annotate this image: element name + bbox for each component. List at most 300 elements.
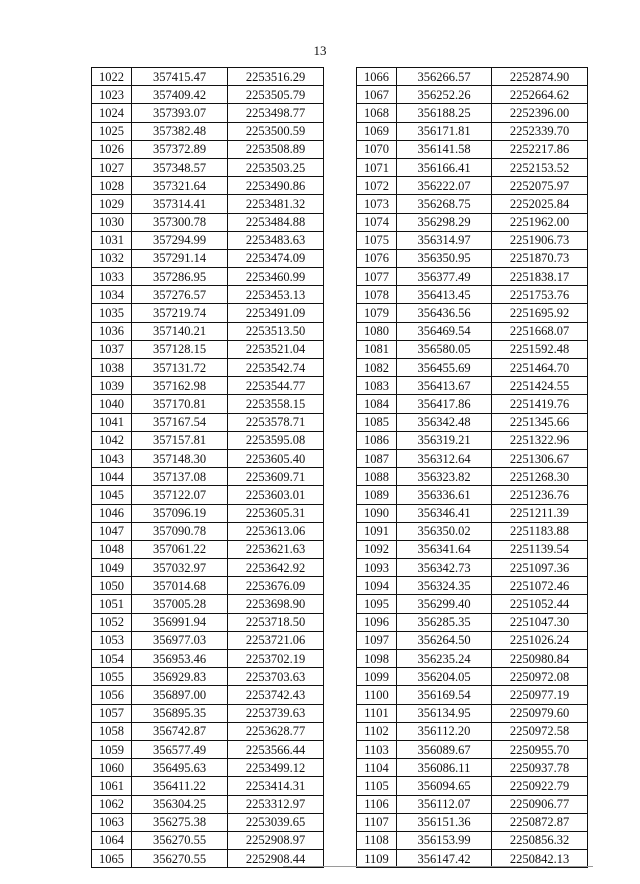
table-row xyxy=(92,449,324,467)
table-row xyxy=(357,740,588,758)
point-number-cell: 1096 xyxy=(357,613,397,631)
table-row xyxy=(92,777,324,795)
table-row xyxy=(357,213,588,231)
table-row xyxy=(92,231,324,249)
y-coordinate-cell: 2250977.19 xyxy=(492,686,588,704)
table-row xyxy=(92,468,324,486)
x-coordinate-cell: 357096.19 xyxy=(132,504,228,522)
x-coordinate-cell: 357137.08 xyxy=(132,468,228,486)
table-row xyxy=(92,686,324,704)
table-row xyxy=(357,595,588,613)
y-coordinate-cell: 2252339.70 xyxy=(492,122,588,140)
x-coordinate-cell: 356342.73 xyxy=(397,559,492,577)
point-number-cell: 1064 xyxy=(92,831,132,849)
point-number-cell: 1035 xyxy=(92,304,132,322)
x-coordinate-cell: 356977.03 xyxy=(132,631,228,649)
y-coordinate-cell: 2253544.77 xyxy=(228,377,324,395)
table-row xyxy=(357,722,588,740)
y-coordinate-cell: 2253702.19 xyxy=(228,650,324,668)
table-row xyxy=(357,704,588,722)
point-number-cell: 1085 xyxy=(357,413,397,431)
point-number-cell: 1104 xyxy=(357,759,397,777)
x-coordinate-cell: 356469.54 xyxy=(397,322,492,340)
y-coordinate-cell: 2252153.52 xyxy=(492,158,588,176)
point-number-cell: 1090 xyxy=(357,504,397,522)
point-number-cell: 1067 xyxy=(357,86,397,104)
y-coordinate-cell: 2251211.39 xyxy=(492,504,588,522)
y-coordinate-cell: 2253484.88 xyxy=(228,213,324,231)
y-coordinate-cell: 2253516.29 xyxy=(228,68,324,86)
y-coordinate-cell: 2253505.79 xyxy=(228,86,324,104)
y-coordinate-cell: 2251668.07 xyxy=(492,322,588,340)
x-coordinate-cell: 356323.82 xyxy=(397,468,492,486)
point-number-cell: 1106 xyxy=(357,795,397,813)
point-number-cell: 1044 xyxy=(92,468,132,486)
table-row xyxy=(92,650,324,668)
table-row xyxy=(357,377,588,395)
point-number-cell: 1030 xyxy=(92,213,132,231)
table-row xyxy=(357,268,588,286)
table-row xyxy=(92,668,324,686)
table-row xyxy=(92,522,324,540)
table-row xyxy=(357,559,588,577)
y-coordinate-cell: 2253698.90 xyxy=(228,595,324,613)
point-number-cell: 1041 xyxy=(92,413,132,431)
point-number-cell: 1093 xyxy=(357,559,397,577)
point-number-cell: 1047 xyxy=(92,522,132,540)
point-number-cell: 1069 xyxy=(357,122,397,140)
y-coordinate-cell: 2253676.09 xyxy=(228,577,324,595)
table-row xyxy=(92,486,324,504)
table-row xyxy=(92,359,324,377)
y-coordinate-cell: 2253312.97 xyxy=(228,795,324,813)
table-row xyxy=(92,213,324,231)
y-coordinate-cell: 2253566.44 xyxy=(228,740,324,758)
x-coordinate-cell: 356341.64 xyxy=(397,540,492,558)
table-row xyxy=(357,195,588,213)
y-coordinate-cell: 2253490.86 xyxy=(228,177,324,195)
table-row xyxy=(92,759,324,777)
point-number-cell: 1062 xyxy=(92,795,132,813)
table-row xyxy=(357,413,588,431)
y-coordinate-cell: 2251047.30 xyxy=(492,613,588,631)
x-coordinate-cell: 356319.21 xyxy=(397,431,492,449)
x-coordinate-cell: 357167.54 xyxy=(132,413,228,431)
x-coordinate-cell: 356112.20 xyxy=(397,722,492,740)
y-coordinate-cell: 2251072.46 xyxy=(492,577,588,595)
point-number-cell: 1060 xyxy=(92,759,132,777)
table-row xyxy=(357,468,588,486)
x-coordinate-cell: 356086.11 xyxy=(397,759,492,777)
x-coordinate-cell: 356235.24 xyxy=(397,650,492,668)
x-coordinate-cell: 356312.64 xyxy=(397,449,492,467)
table-row xyxy=(357,449,588,467)
point-number-cell: 1052 xyxy=(92,613,132,631)
x-coordinate-cell: 357131.72 xyxy=(132,359,228,377)
point-number-cell: 1071 xyxy=(357,158,397,176)
x-coordinate-cell: 356141.58 xyxy=(397,140,492,158)
y-coordinate-cell: 2253558.15 xyxy=(228,395,324,413)
y-coordinate-cell: 2253742.43 xyxy=(228,686,324,704)
coordinates-table-right xyxy=(356,67,588,868)
point-number-cell: 1053 xyxy=(92,631,132,649)
x-coordinate-cell: 356413.45 xyxy=(397,286,492,304)
point-number-cell: 1078 xyxy=(357,286,397,304)
y-coordinate-cell: 2253491.09 xyxy=(228,304,324,322)
table-row xyxy=(357,86,588,104)
x-coordinate-cell: 356252.26 xyxy=(397,86,492,104)
table-row xyxy=(357,359,588,377)
point-number-cell: 1066 xyxy=(357,68,397,86)
table-row xyxy=(357,631,588,649)
table-row xyxy=(92,304,324,322)
y-coordinate-cell: 2252025.84 xyxy=(492,195,588,213)
x-coordinate-cell: 357291.14 xyxy=(132,249,228,267)
y-coordinate-cell: 2251322.96 xyxy=(492,431,588,449)
x-coordinate-cell: 356264.50 xyxy=(397,631,492,649)
x-coordinate-cell: 357393.07 xyxy=(132,104,228,122)
point-number-cell: 1046 xyxy=(92,504,132,522)
x-coordinate-cell: 357148.30 xyxy=(132,449,228,467)
point-number-cell: 1042 xyxy=(92,431,132,449)
point-number-cell: 1026 xyxy=(92,140,132,158)
x-coordinate-cell: 357061.22 xyxy=(132,540,228,558)
y-coordinate-cell: 2250872.87 xyxy=(492,813,588,831)
point-number-cell: 1048 xyxy=(92,540,132,558)
x-coordinate-cell: 357294.99 xyxy=(132,231,228,249)
point-number-cell: 1059 xyxy=(92,740,132,758)
x-coordinate-cell: 356166.41 xyxy=(397,158,492,176)
table-body-right xyxy=(357,68,588,868)
point-number-cell: 1057 xyxy=(92,704,132,722)
y-coordinate-cell: 2251424.55 xyxy=(492,377,588,395)
y-coordinate-cell: 2253039.65 xyxy=(228,813,324,831)
point-number-cell: 1068 xyxy=(357,104,397,122)
x-coordinate-cell: 356204.05 xyxy=(397,668,492,686)
x-coordinate-cell: 356350.02 xyxy=(397,522,492,540)
point-number-cell: 1075 xyxy=(357,231,397,249)
table-row xyxy=(92,613,324,631)
x-coordinate-cell: 356953.46 xyxy=(132,650,228,668)
y-coordinate-cell: 2250972.08 xyxy=(492,668,588,686)
coordinates-table-left xyxy=(91,67,324,868)
x-coordinate-cell: 356336.61 xyxy=(397,486,492,504)
point-number-cell: 1056 xyxy=(92,686,132,704)
point-number-cell: 1065 xyxy=(92,850,132,868)
point-number-cell: 1024 xyxy=(92,104,132,122)
table-row xyxy=(92,86,324,104)
point-number-cell: 1074 xyxy=(357,213,397,231)
x-coordinate-cell: 357314.41 xyxy=(132,195,228,213)
x-coordinate-cell: 357286.95 xyxy=(132,268,228,286)
y-coordinate-cell: 2253542.74 xyxy=(228,359,324,377)
point-number-cell: 1086 xyxy=(357,431,397,449)
point-number-cell: 1084 xyxy=(357,395,397,413)
table-row xyxy=(92,559,324,577)
y-coordinate-cell: 2253703.63 xyxy=(228,668,324,686)
point-number-cell: 1077 xyxy=(357,268,397,286)
x-coordinate-cell: 356171.81 xyxy=(397,122,492,140)
table-row xyxy=(357,231,588,249)
y-coordinate-cell: 2251695.92 xyxy=(492,304,588,322)
table-row xyxy=(357,395,588,413)
point-number-cell: 1095 xyxy=(357,595,397,613)
point-number-cell: 1029 xyxy=(92,195,132,213)
table-row xyxy=(92,104,324,122)
x-coordinate-cell: 357276.57 xyxy=(132,286,228,304)
table-row xyxy=(357,140,588,158)
point-number-cell: 1034 xyxy=(92,286,132,304)
y-coordinate-cell: 2253453.13 xyxy=(228,286,324,304)
y-coordinate-cell: 2251464.70 xyxy=(492,359,588,377)
y-coordinate-cell: 2252217.86 xyxy=(492,140,588,158)
point-number-cell: 1087 xyxy=(357,449,397,467)
y-coordinate-cell: 2250922.79 xyxy=(492,777,588,795)
x-coordinate-cell: 356342.48 xyxy=(397,413,492,431)
table-row xyxy=(357,340,588,358)
point-number-cell: 1051 xyxy=(92,595,132,613)
point-number-cell: 1045 xyxy=(92,486,132,504)
footer-rule xyxy=(283,866,593,867)
point-number-cell: 1079 xyxy=(357,304,397,322)
x-coordinate-cell: 356413.67 xyxy=(397,377,492,395)
point-number-cell: 1080 xyxy=(357,322,397,340)
x-coordinate-cell: 356089.67 xyxy=(397,740,492,758)
x-coordinate-cell: 356411.22 xyxy=(132,777,228,795)
table-row xyxy=(357,831,588,849)
table-row xyxy=(92,140,324,158)
point-number-cell: 1103 xyxy=(357,740,397,758)
table-row xyxy=(357,431,588,449)
y-coordinate-cell: 2252664.62 xyxy=(492,86,588,104)
point-number-cell: 1054 xyxy=(92,650,132,668)
x-coordinate-cell: 356266.57 xyxy=(397,68,492,86)
y-coordinate-cell: 2253642.92 xyxy=(228,559,324,577)
y-coordinate-cell: 2253498.77 xyxy=(228,104,324,122)
x-coordinate-cell: 356929.83 xyxy=(132,668,228,686)
table-row xyxy=(92,286,324,304)
x-coordinate-cell: 356580.05 xyxy=(397,340,492,358)
table-row xyxy=(357,249,588,267)
x-coordinate-cell: 356188.25 xyxy=(397,104,492,122)
y-coordinate-cell: 2250979.60 xyxy=(492,704,588,722)
table-row xyxy=(92,249,324,267)
table-row xyxy=(357,158,588,176)
point-number-cell: 1033 xyxy=(92,268,132,286)
y-coordinate-cell: 2253500.59 xyxy=(228,122,324,140)
x-coordinate-cell: 356417.86 xyxy=(397,395,492,413)
y-coordinate-cell: 2252908.97 xyxy=(228,831,324,849)
x-coordinate-cell: 357300.78 xyxy=(132,213,228,231)
y-coordinate-cell: 2253609.71 xyxy=(228,468,324,486)
x-coordinate-cell: 357415.47 xyxy=(132,68,228,86)
point-number-cell: 1072 xyxy=(357,177,397,195)
y-coordinate-cell: 2251268.30 xyxy=(492,468,588,486)
point-number-cell: 1049 xyxy=(92,559,132,577)
point-number-cell: 1088 xyxy=(357,468,397,486)
x-coordinate-cell: 357321.64 xyxy=(132,177,228,195)
x-coordinate-cell: 356222.07 xyxy=(397,177,492,195)
y-coordinate-cell: 2253513.50 xyxy=(228,322,324,340)
x-coordinate-cell: 356346.41 xyxy=(397,504,492,522)
y-coordinate-cell: 2252075.97 xyxy=(492,177,588,195)
table-row xyxy=(92,740,324,758)
point-number-cell: 1092 xyxy=(357,540,397,558)
y-coordinate-cell: 2251345.66 xyxy=(492,413,588,431)
y-coordinate-cell: 2253605.40 xyxy=(228,449,324,467)
x-coordinate-cell: 356298.29 xyxy=(397,213,492,231)
y-coordinate-cell: 2251097.36 xyxy=(492,559,588,577)
y-coordinate-cell: 2250906.77 xyxy=(492,795,588,813)
y-coordinate-cell: 2253718.50 xyxy=(228,613,324,631)
point-number-cell: 1043 xyxy=(92,449,132,467)
page-number: 13 xyxy=(313,43,327,58)
point-number-cell: 1028 xyxy=(92,177,132,195)
y-coordinate-cell: 2251906.73 xyxy=(492,231,588,249)
point-number-cell: 1100 xyxy=(357,686,397,704)
x-coordinate-cell: 356991.94 xyxy=(132,613,228,631)
x-coordinate-cell: 357014.68 xyxy=(132,577,228,595)
y-coordinate-cell: 2253721.06 xyxy=(228,631,324,649)
y-coordinate-cell: 2250856.32 xyxy=(492,831,588,849)
point-number-cell: 1091 xyxy=(357,522,397,540)
point-number-cell: 1038 xyxy=(92,359,132,377)
table-row xyxy=(92,595,324,613)
point-number-cell: 1099 xyxy=(357,668,397,686)
table-row xyxy=(92,504,324,522)
table-row xyxy=(92,377,324,395)
y-coordinate-cell: 2250842.13 xyxy=(492,850,588,868)
point-number-cell: 1036 xyxy=(92,322,132,340)
table-row xyxy=(92,268,324,286)
x-coordinate-cell: 357382.48 xyxy=(132,122,228,140)
table-body-left xyxy=(92,68,324,868)
y-coordinate-cell: 2251838.17 xyxy=(492,268,588,286)
y-coordinate-cell: 2253628.77 xyxy=(228,722,324,740)
x-coordinate-cell: 356270.55 xyxy=(132,831,228,849)
x-coordinate-cell: 356147.42 xyxy=(397,850,492,868)
point-number-cell: 1063 xyxy=(92,813,132,831)
point-number-cell: 1061 xyxy=(92,777,132,795)
x-coordinate-cell: 357170.81 xyxy=(132,395,228,413)
table-row xyxy=(92,395,324,413)
y-coordinate-cell: 2253508.89 xyxy=(228,140,324,158)
table-row xyxy=(92,431,324,449)
y-coordinate-cell: 2251236.76 xyxy=(492,486,588,504)
point-number-cell: 1094 xyxy=(357,577,397,595)
table-row xyxy=(357,540,588,558)
point-number-cell: 1098 xyxy=(357,650,397,668)
y-coordinate-cell: 2253621.63 xyxy=(228,540,324,558)
table-row xyxy=(92,577,324,595)
table-row xyxy=(92,322,324,340)
x-coordinate-cell: 357219.74 xyxy=(132,304,228,322)
table-row xyxy=(92,195,324,213)
table-row xyxy=(92,158,324,176)
point-number-cell: 1101 xyxy=(357,704,397,722)
table-row xyxy=(92,631,324,649)
point-number-cell: 1105 xyxy=(357,777,397,795)
y-coordinate-cell: 2253613.06 xyxy=(228,522,324,540)
x-coordinate-cell: 356134.95 xyxy=(397,704,492,722)
point-number-cell: 1109 xyxy=(357,850,397,868)
y-coordinate-cell: 2253414.31 xyxy=(228,777,324,795)
table-row xyxy=(92,68,324,86)
table-row xyxy=(357,759,588,777)
x-coordinate-cell: 356169.54 xyxy=(397,686,492,704)
point-number-cell: 1055 xyxy=(92,668,132,686)
y-coordinate-cell: 2253503.25 xyxy=(228,158,324,176)
x-coordinate-cell: 356094.65 xyxy=(397,777,492,795)
table-row xyxy=(357,286,588,304)
y-coordinate-cell: 2251306.67 xyxy=(492,449,588,467)
table-row xyxy=(357,668,588,686)
x-coordinate-cell: 357409.42 xyxy=(132,86,228,104)
table-row xyxy=(357,486,588,504)
y-coordinate-cell: 2250955.70 xyxy=(492,740,588,758)
point-number-cell: 1025 xyxy=(92,122,132,140)
point-number-cell: 1058 xyxy=(92,722,132,740)
point-number-cell: 1102 xyxy=(357,722,397,740)
x-coordinate-cell: 356314.97 xyxy=(397,231,492,249)
point-number-cell: 1050 xyxy=(92,577,132,595)
y-coordinate-cell: 2253460.99 xyxy=(228,268,324,286)
table-row xyxy=(357,522,588,540)
x-coordinate-cell: 356304.25 xyxy=(132,795,228,813)
y-coordinate-cell: 2253578.71 xyxy=(228,413,324,431)
table-row xyxy=(92,340,324,358)
y-coordinate-cell: 2252908.44 xyxy=(228,850,324,868)
y-coordinate-cell: 2251026.24 xyxy=(492,631,588,649)
y-coordinate-cell: 2251139.54 xyxy=(492,540,588,558)
y-coordinate-cell: 2253739.63 xyxy=(228,704,324,722)
x-coordinate-cell: 356268.75 xyxy=(397,195,492,213)
y-coordinate-cell: 2253521.04 xyxy=(228,340,324,358)
y-coordinate-cell: 2252874.90 xyxy=(492,68,588,86)
y-coordinate-cell: 2251052.44 xyxy=(492,595,588,613)
table-row xyxy=(92,722,324,740)
y-coordinate-cell: 2253483.63 xyxy=(228,231,324,249)
point-number-cell: 1083 xyxy=(357,377,397,395)
x-coordinate-cell: 356153.99 xyxy=(397,831,492,849)
table-row xyxy=(357,795,588,813)
x-coordinate-cell: 356151.36 xyxy=(397,813,492,831)
y-coordinate-cell: 2251870.73 xyxy=(492,249,588,267)
y-coordinate-cell: 2253603.01 xyxy=(228,486,324,504)
point-number-cell: 1108 xyxy=(357,831,397,849)
y-coordinate-cell: 2251183.88 xyxy=(492,522,588,540)
x-coordinate-cell: 357090.78 xyxy=(132,522,228,540)
point-number-cell: 1023 xyxy=(92,86,132,104)
x-coordinate-cell: 356377.49 xyxy=(397,268,492,286)
y-coordinate-cell: 2251962.00 xyxy=(492,213,588,231)
point-number-cell: 1031 xyxy=(92,231,132,249)
table-row xyxy=(92,413,324,431)
x-coordinate-cell: 356897.00 xyxy=(132,686,228,704)
x-coordinate-cell: 356436.56 xyxy=(397,304,492,322)
table-row xyxy=(357,322,588,340)
y-coordinate-cell: 2253474.09 xyxy=(228,249,324,267)
y-coordinate-cell: 2252396.00 xyxy=(492,104,588,122)
y-coordinate-cell: 2251592.48 xyxy=(492,340,588,358)
x-coordinate-cell: 356455.69 xyxy=(397,359,492,377)
y-coordinate-cell: 2251419.76 xyxy=(492,395,588,413)
y-coordinate-cell: 2251753.76 xyxy=(492,286,588,304)
x-coordinate-cell: 356895.35 xyxy=(132,704,228,722)
table-row xyxy=(92,704,324,722)
x-coordinate-cell: 356324.35 xyxy=(397,577,492,595)
y-coordinate-cell: 2250937.78 xyxy=(492,759,588,777)
